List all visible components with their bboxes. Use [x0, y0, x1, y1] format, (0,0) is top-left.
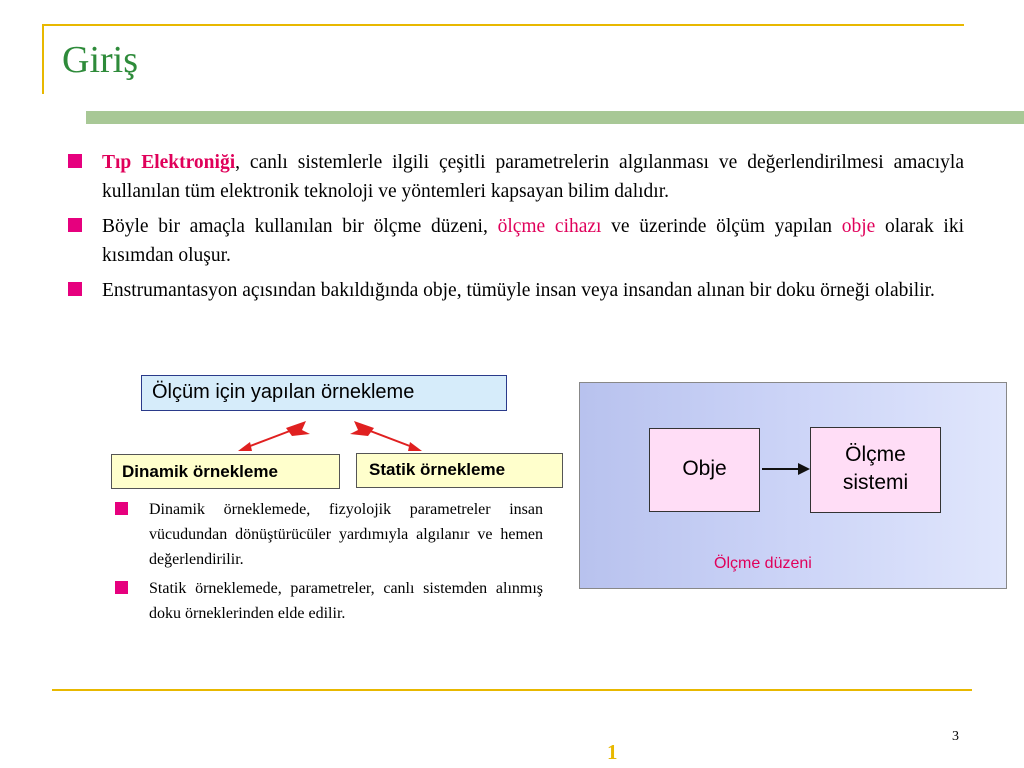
sub-bullet-1-text: Dinamik örneklemede, fizyolojik parametreler insan vücudundan dönüştürücüler yardımıyla algılanır ve hemen değerlendirilir.	[149, 501, 543, 568]
term-olcme-cihazi: ölçme cihazı	[497, 216, 602, 237]
left-arrow-tail-icon	[286, 421, 310, 436]
sub-bullet-item-1	[113, 497, 543, 572]
left-arrowhead-icon	[238, 442, 252, 451]
bullet-item-1	[64, 148, 964, 206]
top-frame-line	[42, 24, 964, 26]
left-frame-line	[42, 24, 44, 94]
bottom-frame-line	[52, 689, 972, 691]
sub-bullet-2-text: Statik örneklemede, parametreler, canlı sistemden alınmış doku örneklerinden elde edilir.	[149, 580, 543, 622]
main-bullet-list	[64, 148, 964, 311]
diagram-caption: Ölçme düzeni	[714, 555, 812, 572]
bullet-square-icon	[68, 282, 82, 296]
measurement-system-line2: sistemi	[842, 471, 909, 494]
bullet-square-icon	[115, 581, 128, 594]
static-sampling-box: Statik örnekleme	[356, 453, 563, 488]
branch-arrows	[230, 418, 430, 458]
bullet-2-part3: olarak iki kısımdan oluşur.	[102, 216, 964, 266]
measurement-system-box	[810, 427, 941, 513]
sampling-bullet-list	[113, 497, 543, 630]
bullet-2-part2: ve üzerinde ölçüm yapılan	[601, 216, 842, 237]
right-arrowhead-icon	[408, 442, 422, 451]
footer-number: 1	[607, 740, 618, 764]
right-arrow-icon	[760, 461, 812, 477]
right-arrow-tail-icon	[350, 421, 374, 436]
sub-bullet-item-2	[113, 576, 543, 626]
measurement-system-line1: Ölçme	[845, 443, 906, 466]
measurement-setup-diagram	[579, 382, 1007, 589]
bullet-square-icon	[115, 502, 128, 515]
dynamic-sampling-box: Dinamik örnekleme	[111, 454, 340, 489]
page-number: 3	[952, 729, 959, 744]
slide-title: Giriş	[62, 39, 138, 81]
obje-box: Obje	[649, 428, 760, 512]
sampling-title-box: Ölçüm için yapılan örnekleme	[141, 375, 507, 411]
bullet-item-2	[64, 212, 964, 270]
bullet-square-icon	[68, 154, 82, 168]
bullet-3-text: Enstrumantasyon açısından bakıldığında obje, tümüyle insan veya insandan alınan bir doku örneği olabilir.	[102, 280, 935, 301]
left-arrow-line	[245, 429, 295, 448]
right-arrow-line	[365, 429, 415, 448]
term-obje: obje	[841, 216, 876, 237]
term-tip-elektronigi: Tıp Elektroniği	[102, 152, 236, 173]
bullet-1-text: canlı sistemlerle ilgili çeşitli parametrelerin algılanması ve değerlendirilmesi amacıyla kullanılan tüm elektronik teknoloji ve yöntemleri kapsayan bilim dalıdır.	[102, 152, 964, 202]
bullet-item-3	[64, 276, 964, 305]
bullet-2-part1: Böyle bir amaçla kullanılan bir ölçme düzeni,	[102, 216, 498, 237]
bullet-square-icon	[68, 218, 82, 232]
title-underline-bar	[86, 111, 1024, 124]
bullet-1-comma: ,	[235, 152, 250, 173]
